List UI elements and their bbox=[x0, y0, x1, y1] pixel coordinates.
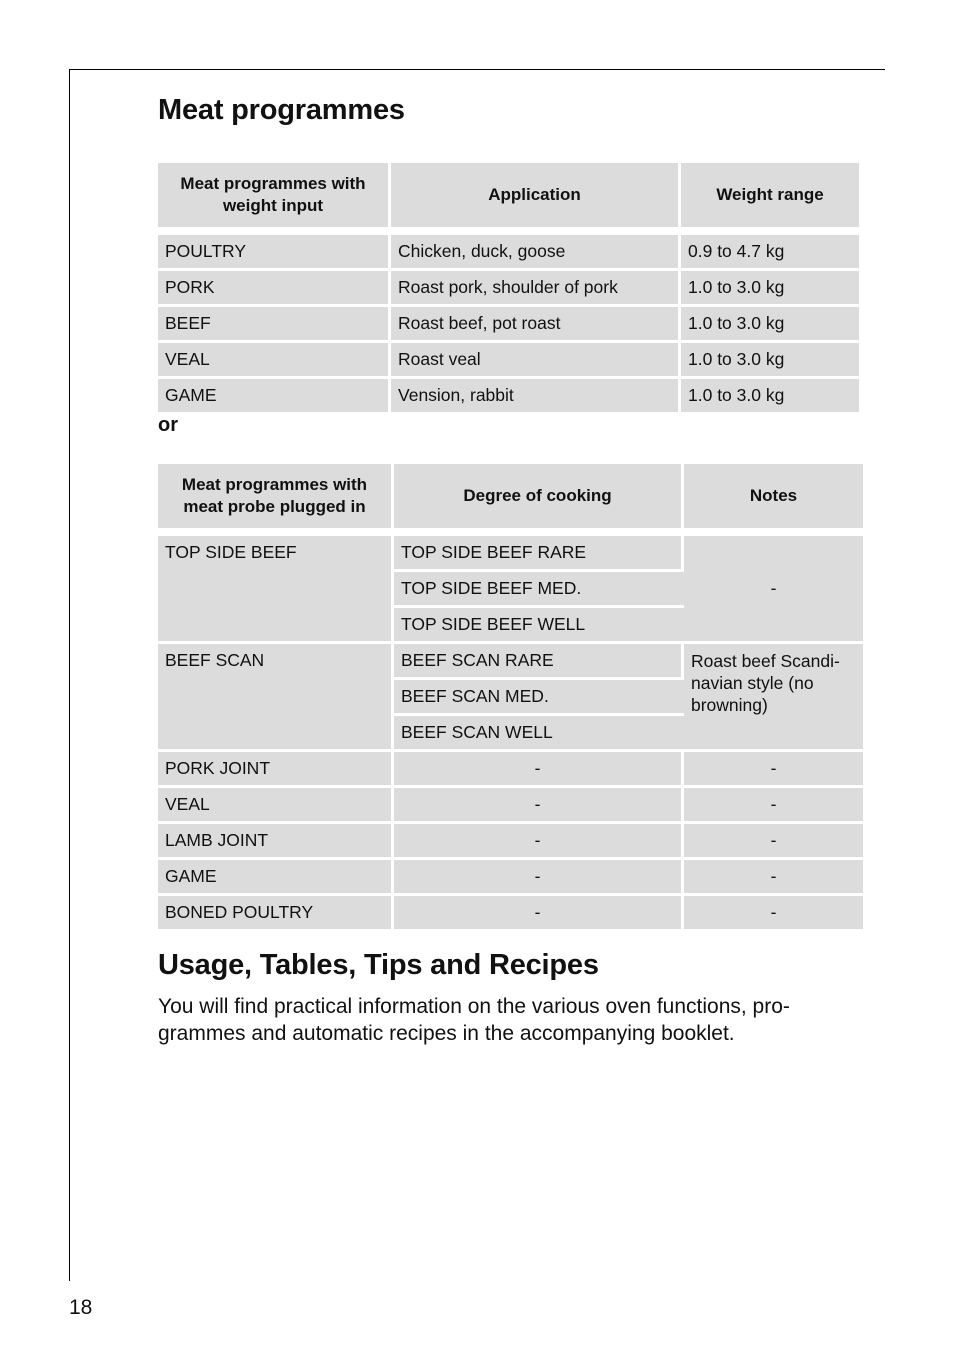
programme-cell: BEEF SCAN bbox=[158, 644, 394, 752]
programme-cell: GAME bbox=[158, 860, 394, 896]
table-row bbox=[158, 860, 863, 896]
degree-cell: - bbox=[394, 860, 684, 896]
table-row bbox=[158, 644, 863, 680]
table-row bbox=[158, 271, 859, 307]
programme-cell: TOP SIDE BEEF bbox=[158, 536, 394, 644]
heading-usage-tables-tips: Usage, Tables, Tips and Recipes bbox=[158, 949, 599, 981]
meat-probe-table bbox=[158, 464, 863, 932]
application-cell: Roast beef, pot roast bbox=[391, 307, 681, 343]
programme-cell: BONED POULTRY bbox=[158, 896, 394, 932]
programme-cell: GAME bbox=[158, 379, 391, 415]
programme-cell: BEEF bbox=[158, 307, 391, 343]
notes-cell: - bbox=[684, 860, 863, 896]
degree-cell: - bbox=[394, 896, 684, 932]
or-label: or bbox=[158, 414, 178, 436]
degree-cell: - bbox=[394, 824, 684, 860]
top-rule bbox=[69, 69, 885, 70]
weight-input-table bbox=[158, 163, 859, 415]
programme-cell: VEAL bbox=[158, 343, 391, 379]
header-programmes-weight: Meat programmes with weight input bbox=[158, 163, 391, 235]
programme-cell: PORK JOINT bbox=[158, 752, 394, 788]
degree-cell: - bbox=[394, 788, 684, 824]
notes-cell: - bbox=[684, 896, 863, 932]
notes-cell: - bbox=[684, 824, 863, 860]
programme-cell: VEAL bbox=[158, 788, 394, 824]
programme-cell: PORK bbox=[158, 271, 391, 307]
weight-cell: 1.0 to 3.0 kg bbox=[681, 271, 859, 307]
programme-cell: POULTRY bbox=[158, 235, 391, 271]
header-notes: Notes bbox=[684, 464, 863, 536]
degree-cell: TOP SIDE BEEF MED. bbox=[394, 572, 684, 608]
application-cell: Chicken, duck, goose bbox=[391, 235, 681, 271]
table-row bbox=[158, 896, 863, 932]
weight-cell: 0.9 to 4.7 kg bbox=[681, 235, 859, 271]
usage-paragraph: You will find practical information on the various oven functions, pro-grammes and automatic recipes in the accompanying booklet. bbox=[158, 995, 790, 1045]
degree-cell: BEEF SCAN RARE bbox=[394, 644, 684, 680]
table-row bbox=[158, 235, 859, 271]
table-row bbox=[158, 824, 863, 860]
application-cell: Roast pork, shoulder of pork bbox=[391, 271, 681, 307]
degree-cell: BEEF SCAN WELL bbox=[394, 716, 684, 752]
table-row bbox=[158, 752, 863, 788]
application-cell: Roast veal bbox=[391, 343, 681, 379]
header-programmes-probe: Meat programmes with meat probe plugged in bbox=[158, 464, 394, 536]
table-row bbox=[158, 343, 859, 379]
notes-cell: - bbox=[684, 536, 863, 644]
weight-cell: 1.0 to 3.0 kg bbox=[681, 379, 859, 415]
programme-cell: LAMB JOINT bbox=[158, 824, 394, 860]
degree-cell: - bbox=[394, 752, 684, 788]
header-application: Application bbox=[391, 163, 681, 235]
degree-cell: TOP SIDE BEEF WELL bbox=[394, 608, 684, 644]
header-weight-range: Weight range bbox=[681, 163, 859, 235]
weight-cell: 1.0 to 3.0 kg bbox=[681, 343, 859, 379]
left-rule bbox=[69, 69, 70, 1281]
notes-cell: Roast beef Scandi-navian style (no browning) bbox=[684, 644, 863, 752]
table-row bbox=[158, 788, 863, 824]
degree-cell: TOP SIDE BEEF RARE bbox=[394, 536, 684, 572]
page-number: 18 bbox=[69, 1296, 93, 1319]
notes-cell: - bbox=[684, 752, 863, 788]
heading-meat-programmes: Meat programmes bbox=[158, 94, 405, 126]
weight-cell: 1.0 to 3.0 kg bbox=[681, 307, 859, 343]
table-row bbox=[158, 307, 859, 343]
header-degree-of-cooking: Degree of cooking bbox=[394, 464, 684, 536]
table-row bbox=[158, 379, 859, 415]
table-row bbox=[158, 536, 863, 572]
application-cell: Vension, rabbit bbox=[391, 379, 681, 415]
degree-cell: BEEF SCAN MED. bbox=[394, 680, 684, 716]
notes-cell: - bbox=[684, 788, 863, 824]
